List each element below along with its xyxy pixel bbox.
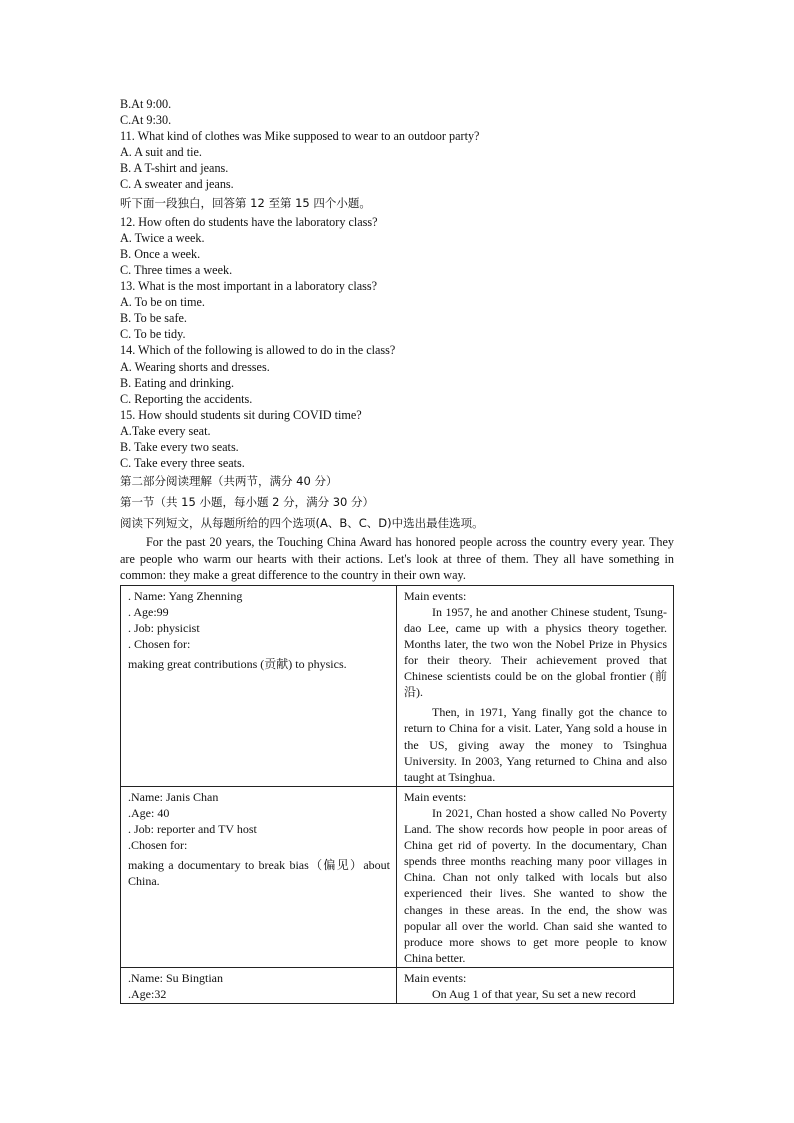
option-line: B. Take every two seats. — [120, 439, 239, 454]
option-line: C. To be tidy. — [120, 327, 186, 342]
table-row — [121, 967, 674, 1003]
option-line: B. A T-shirt and jeans. — [120, 161, 229, 176]
option-line: C. A sweater and jeans. — [120, 177, 234, 192]
event-paragraph: In 2021, Chan hosted a show called No Poverty Land. The show records how people in poor areas of China get rid of poverty. In the documentary, Chan spends three months reaching many poor villages in China. Chan not only talked with locals but also experienced their lives. She wanted to show the changes in these areas. In the end, the show was popular all over the world. Chan said she wanted to produce more shows to get more people to know China better. — [404, 805, 667, 965]
reading-instruction: 阅读下列短文，从每题所给的四个选项(A、B、C、D)中选出最佳选项。 — [120, 516, 484, 531]
section1-heading: 第一节（共 15 小题，每小题 2 分，满分 30 分） — [120, 495, 375, 510]
events-cell — [397, 786, 674, 967]
option-line: C. Three times a week. — [120, 262, 233, 277]
profile-name: . Name: Yang Zhenning — [128, 588, 243, 603]
events-label: Main events: — [404, 789, 467, 804]
profile-age: . Age:99 — [128, 604, 169, 619]
table-row — [121, 585, 674, 786]
profile-job: . Job: physicist — [128, 620, 200, 635]
table-row — [121, 786, 674, 967]
listening-block-mid — [120, 214, 674, 472]
profile-chosen-label: . Chosen for: — [128, 637, 191, 651]
profile-chosen-reason: making a documentary to break bias（偏见）about China. — [128, 858, 390, 889]
option-line: C.At 9:30. — [120, 113, 172, 128]
question-line: 14. Which of the following is allowed to do in the class? — [120, 343, 396, 358]
question-line: 11. What kind of clothes was Mike supposed to wear to an outdoor party? — [120, 129, 480, 144]
option-line: A. Twice a week. — [120, 230, 205, 245]
option-line: B.At 9:00. — [120, 97, 172, 111]
exam-page — [120, 96, 674, 1004]
option-line: A. To be on time. — [120, 295, 205, 310]
question-line: 12. How often do students have the laboratory class? — [120, 214, 378, 229]
profile-cell — [121, 585, 397, 786]
event-paragraph: In 1957, he and another Chinese student, Tsung-dao Lee, came up with a physics theory together. Months later, the two won the Nobel Prize in Physics for their theory. Their achievement proved that Chinese scientists could be on the global frontier (前沿). — [404, 604, 667, 700]
events-cell — [397, 585, 674, 786]
profile-name: .Name: Su Bingtian — [128, 970, 223, 985]
event-paragraph: On Aug 1 of that year, Su set a new record — [432, 986, 636, 1001]
profile-chosen-reason: making great contributions (贡献) to physics. — [128, 657, 347, 672]
honoree-table — [120, 585, 674, 1004]
profile-chosen-label: .Chosen for: — [128, 838, 188, 853]
intro-paragraph: For the past 20 years, the Touching China Award has honored people across the country every year. They are people who warm our hearts with their actions. Let's look at three of them. They all have something in common: they make a great difference to the country in their own way. — [120, 535, 674, 582]
profile-age: .Age: 40 — [128, 805, 170, 820]
profile-cell — [121, 786, 397, 967]
option-line: A. Wearing shorts and dresses. — [120, 359, 270, 374]
events-label: Main events: — [404, 588, 467, 603]
profile-name: .Name: Janis Chan — [128, 789, 219, 804]
profile-cell — [121, 967, 397, 1003]
option-line: B. To be safe. — [120, 311, 187, 326]
question-line: 13. What is the most important in a laboratory class? — [120, 279, 378, 294]
events-cell — [397, 967, 674, 1003]
event-paragraph: Then, in 1971, Yang finally got the chance to return to China for a visit. Later, Yang sold a house in the US, giving away the money to Tsinghua University. In 2003, Yang returned to China and also taught at Tsinghua. — [404, 705, 667, 784]
option-line: B. Eating and drinking. — [120, 375, 235, 390]
question-line: 15. How should students sit during COVID time? — [120, 407, 362, 422]
option-line: A. A suit and tie. — [120, 145, 202, 160]
events-label: Main events: — [404, 970, 467, 985]
option-line: C. Reporting the accidents. — [120, 391, 253, 406]
profile-age: .Age:32 — [128, 986, 167, 1001]
monologue-instruction: 听下面一段独白，回答第 12 至第 15 四个小题。 — [120, 195, 371, 210]
option-line: C. Take every three seats. — [120, 456, 245, 471]
part2-heading: 第二部分阅读理解（共两节，满分 40 分） — [120, 474, 338, 489]
option-line: A.Take every seat. — [120, 423, 211, 438]
profile-job: . Job: reporter and TV host — [128, 822, 257, 837]
option-line: B. Once a week. — [120, 246, 201, 261]
listening-block-top — [120, 96, 674, 193]
